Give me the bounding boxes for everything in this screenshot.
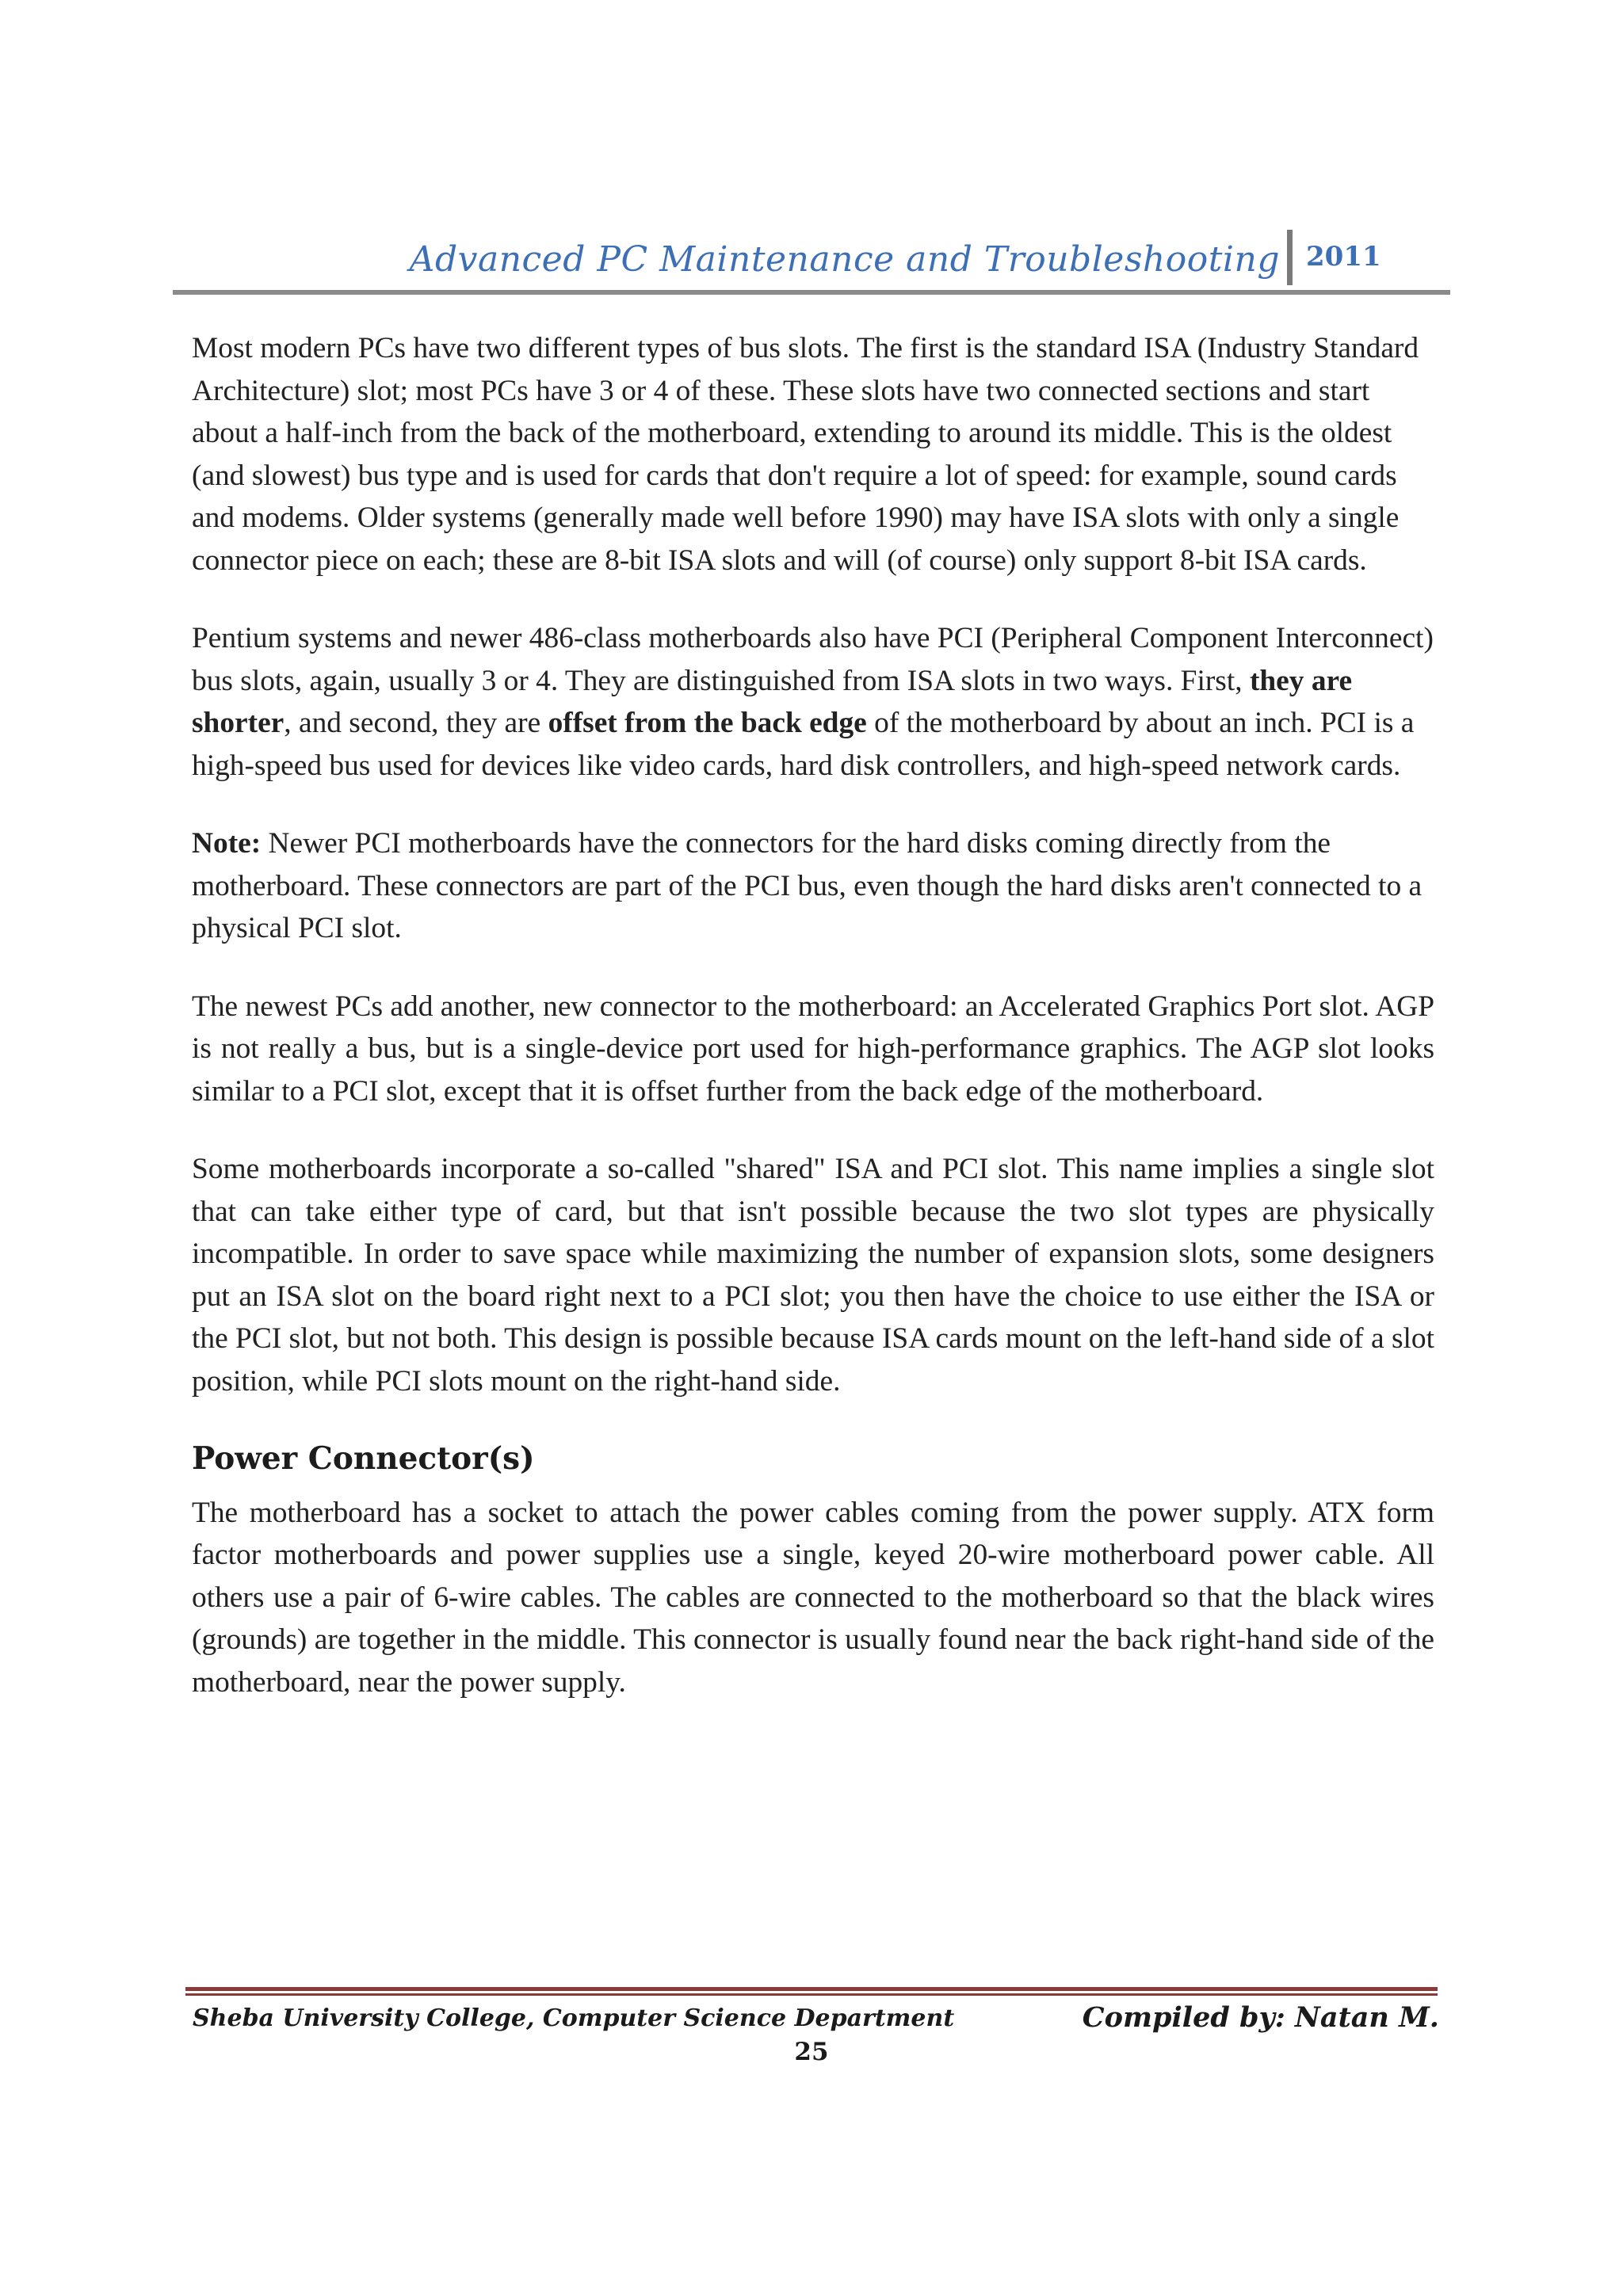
page-number: 25 xyxy=(794,2038,829,2066)
footer-rule-top xyxy=(185,1987,1438,1991)
pci-text-c: , and second, they are xyxy=(284,707,548,739)
paragraph-pci-slots xyxy=(192,617,1434,787)
header-year: 2011 xyxy=(1306,241,1381,273)
header-title: Advanced PC Maintenance and Troubleshooting xyxy=(409,239,1280,280)
note-text: Newer PCI motherboards have the connectors for the hard disks coming directly from the motherboard. These connectors are part of the PCI bus, even though the hard disks aren't connected to a physical PCI slot. xyxy=(192,827,1423,944)
note-label: Note: xyxy=(192,827,262,860)
footer-institution: Sheba University College, Computer Science Department xyxy=(193,2004,955,2032)
paragraph-isa-slots: Most modern PCs have two different types of bus slots. The first is the standard ISA (Industry Standard Architecture) slot; most PCs have 3 or 4 of these. These slots have two connected sections and start about a half-inch from the back of the motherboard, extending to around its middle. This is the oldest (and slowest) bus type and is used for cards that don't require a lot of speed: for example, sound cards and modems. Older systems (generally made well before 1990) may have ISA slots with only a single connector piece on each; these are 8-bit ISA slots and will (of course) only support 8-bit ISA cards. xyxy=(192,332,1419,577)
header-divider xyxy=(1287,230,1293,285)
body-text xyxy=(192,327,1434,1739)
header-rule xyxy=(173,290,1450,295)
paragraph-shared-slot: Some motherboards incorporate a so-called "shared" ISA and PCI slot. This name implies a single slot that can take either type of card, but that isn't possible because the two slot types are physically incompatible. In order to save space while maximizing the number of expansion slots, some designers put an ISA slot on the board right next to a PCI slot; you then have the choice to use either the ISA or the PCI slot, but not both. This design is possible because ISA cards mount on the left-hand side of a slot position, while PCI slots mount on the right-hand side. xyxy=(192,1153,1434,1398)
section-heading-power-connector: Power Connector(s) xyxy=(192,1440,535,1477)
pci-text-e: of the motherboard by about an inch. PCI is a high-speed bus used for devices like video cards, hard disk controllers, and high-speed network cards. xyxy=(192,707,1415,782)
pci-emphasis-offset: offset from the back edge xyxy=(548,707,867,739)
paragraph-agp: The newest PCs add another, new connector to the motherboard: an Accelerated Graphics Port slot. AGP is not really a bus, but is a single-device port used for high-performance graphics. The AGP slot looks similar to a PCI slot, except that it is offset further from the back edge of the motherboard. xyxy=(192,990,1434,1108)
paragraph-power-connector: The motherboard has a socket to attach the power cables coming from the power supply. ATX form factor motherboards and power supplies use a single, keyed 20-wire motherboard power cable. All others use a pair of 6-wire cables. The cables are connected to the motherboard so that the black wires (grounds) are together in the middle. This connector is usually found near the back right-hand side of the motherboard, near the power supply. xyxy=(192,1496,1434,1699)
paragraph-note xyxy=(192,822,1434,950)
pci-emphasis-shorter: they are shorter xyxy=(192,664,1353,739)
pci-text-a: Pentium systems and newer 486-class motherboards also have PCI (Peripheral Component Interconnect) bus slots, again, usually 3 or 4. They are distinguished from ISA slots in two ways. First, xyxy=(192,622,1434,697)
page-header xyxy=(173,227,1450,298)
footer-rule-bottom xyxy=(185,1993,1438,1996)
footer-compiled-by: Compiled by: Natan M. xyxy=(1082,2001,1439,2034)
